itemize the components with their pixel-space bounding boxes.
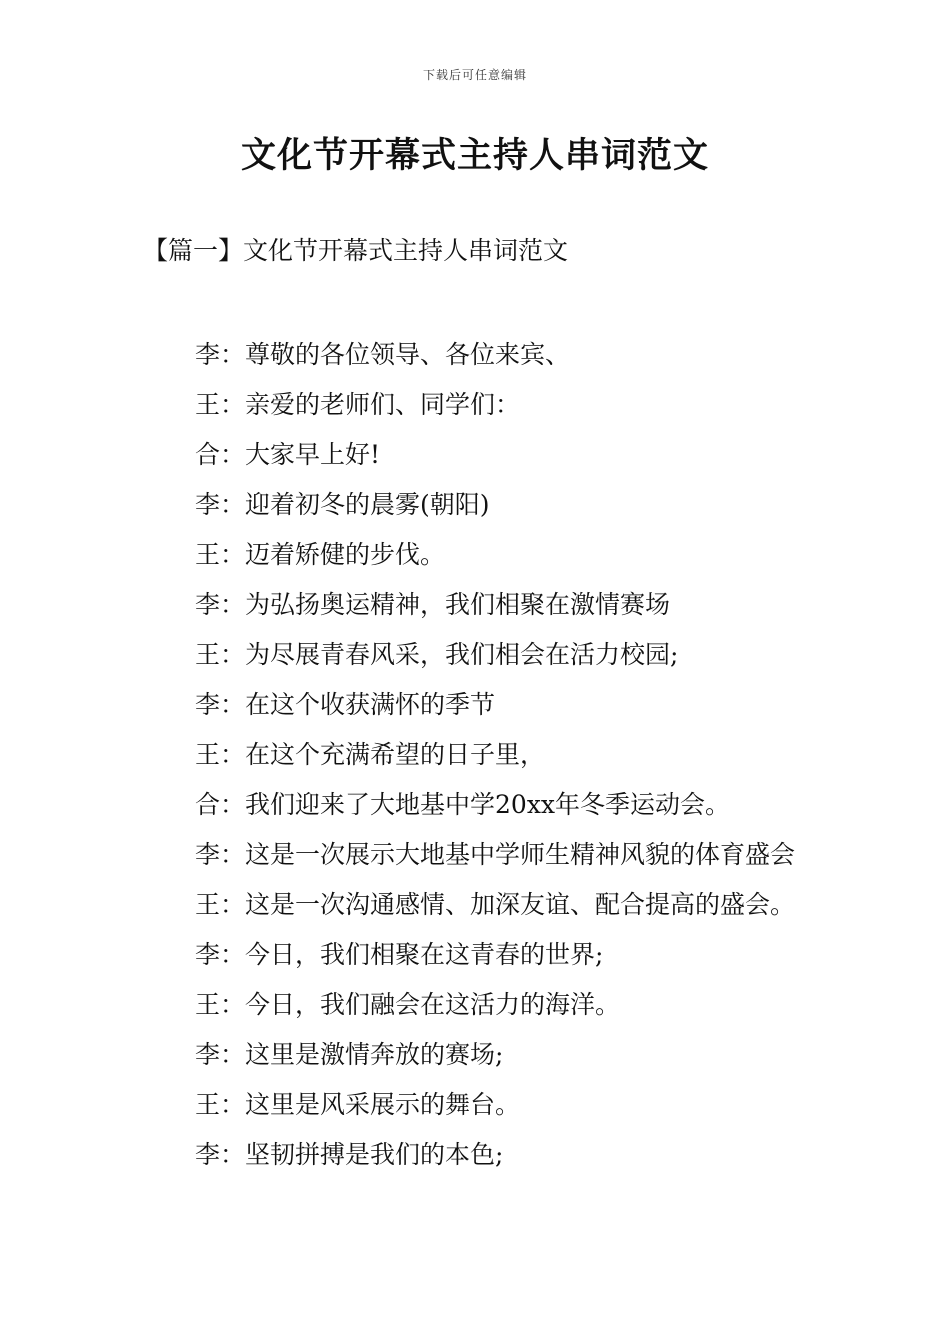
dialogue-line: 王：这里是风采展示的舞台。 bbox=[195, 1090, 521, 1119]
dialogue-line: 李：为弘扬奥运精神，我们相聚在激情赛场 bbox=[195, 590, 671, 619]
page-header-note: 下载后可任意编辑 bbox=[422, 68, 527, 82]
dialogue-line: 王：这是一次沟通感情、加深友谊、配合提高的盛会。 bbox=[195, 890, 796, 919]
dialogue-list bbox=[143, 330, 813, 1180]
dialogue-line: 王：为尽展青春风采，我们相会在活力校园; bbox=[195, 640, 679, 669]
dialogue-line: 王：今日，我们融会在这活力的海洋。 bbox=[195, 990, 621, 1019]
dialogue-line: 李：坚韧拼搏是我们的本色; bbox=[195, 1140, 504, 1169]
section-heading: 【篇一】文化节开幕式主持人串词范文 bbox=[143, 236, 569, 265]
dialogue-line: 合：大家早上好! bbox=[195, 440, 381, 469]
dialogue-line: 李：在这个收获满怀的季节 bbox=[195, 690, 496, 719]
document-title: 文化节开幕式主持人串词范文 bbox=[240, 136, 709, 176]
dialogue-line: 李：尊敬的各位领导、各位来宾、 bbox=[195, 340, 571, 369]
dialogue-line: 王：在这个充满希望的日子里， bbox=[195, 740, 546, 769]
dialogue-line: 王：亲爱的老师们、同学们： bbox=[195, 390, 521, 419]
dialogue-line: 李：今日，我们相聚在这青春的世界; bbox=[195, 940, 604, 969]
dialogue-line: 李：迎着初冬的晨雾(朝阳) bbox=[195, 490, 490, 519]
dialogue-line: 李：这是一次展示大地基中学师生精神风貌的体育盛会 bbox=[195, 840, 796, 869]
dialogue-line: 王：迈着矫健的步伐。 bbox=[195, 540, 446, 569]
dialogue-line: 合：我们迎来了大地基中学20xx年冬季运动会。 bbox=[195, 790, 731, 819]
dialogue-line: 李：这里是激情奔放的赛场; bbox=[195, 1040, 504, 1069]
